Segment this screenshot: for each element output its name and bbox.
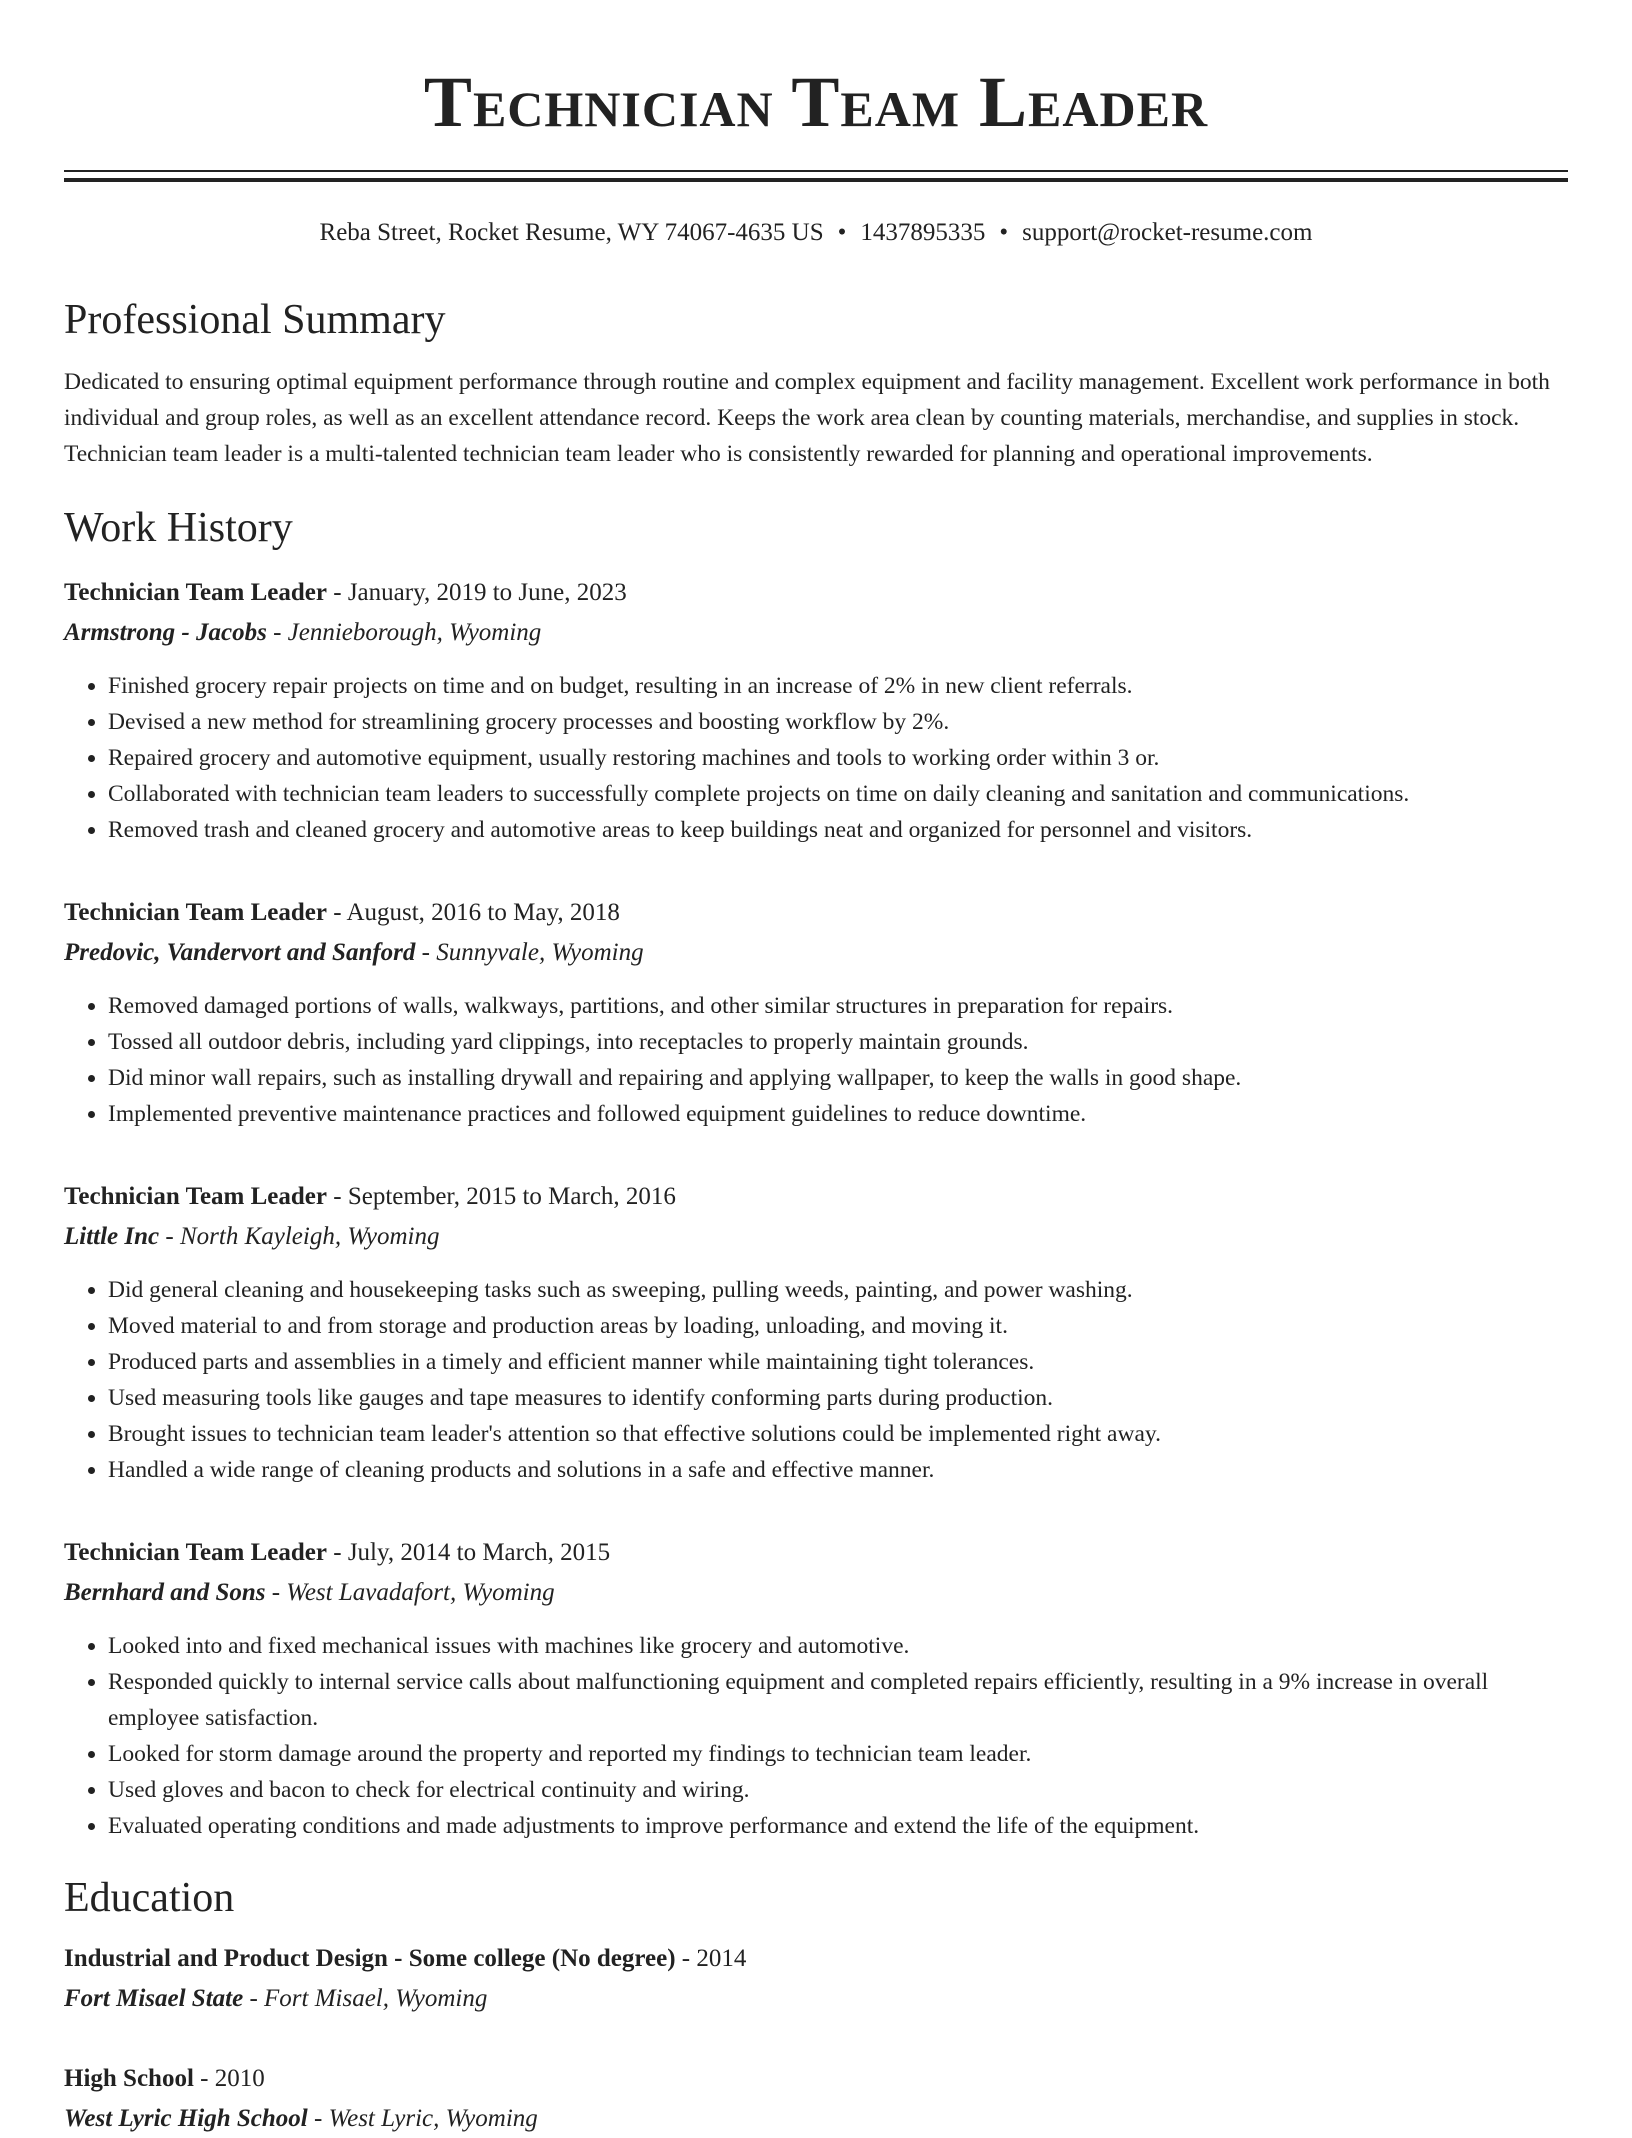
list-item: • Moved material to and from storage and production areas by loading, unloading, and moving it. — [108, 1308, 1568, 1344]
list-item: • Brought issues to technician team leader's attention so that effective solutions could be implemented right away. — [108, 1416, 1568, 1452]
job-title: Technician Team Leader — [64, 1183, 327, 1210]
education-school-line — [64, 2100, 1568, 2138]
education-degree: Industrial and Product Design - Some college (No degree) — [64, 1945, 676, 1972]
education-school: West Lyric High School — [64, 2105, 308, 2132]
contact-separator: • — [999, 219, 1009, 246]
list-item: • Used measuring tools like gauges and tape measures to identify conforming parts during production. — [108, 1380, 1568, 1416]
education-degree-line — [64, 1940, 1568, 1978]
contact-address: Reba Street, Rocket Resume, WY 74067-4635 US — [319, 219, 824, 246]
job-bullets — [64, 1628, 1568, 1844]
job-title: Technician Team Leader — [64, 579, 327, 606]
list-item: • Evaluated operating conditions and made adjustments to improve performance and extend the life of the equipment. — [108, 1808, 1568, 1844]
list-item: • Did general cleaning and housekeeping tasks such as sweeping, pulling weeds, painting, and power washing. — [108, 1272, 1568, 1308]
education-degree-line — [64, 2060, 1568, 2098]
list-item: • Removed trash and cleaned grocery and automotive areas to keep buildings neat and organized for personnel and visitors. — [108, 812, 1568, 848]
title-divider-thin — [64, 170, 1568, 172]
list-item: • Produced parts and assemblies in a timely and efficient manner while maintaining tight tolerances. — [108, 1344, 1568, 1380]
job-title: Technician Team Leader — [64, 1539, 327, 1566]
job-company-line — [64, 934, 1568, 972]
job-dates: - September, 2015 to March, 2016 — [327, 1183, 676, 1210]
job-bullets — [64, 668, 1568, 848]
job-location: - North Kayleigh, Wyoming — [159, 1223, 440, 1250]
contact-phone: 1437895335 — [860, 219, 986, 246]
resume-title: Technician Team Leader — [423, 62, 1209, 142]
job-location: - Jennieborough, Wyoming — [266, 619, 542, 646]
list-item: • Repaired grocery and automotive equipment, usually restoring machines and tools to working order within 3 or. — [108, 740, 1568, 776]
job-bullets — [64, 988, 1568, 1132]
job-dates: - July, 2014 to March, 2015 — [327, 1539, 611, 1566]
job-company: Armstrong - Jacobs — [64, 619, 267, 646]
summary-text: Dedicated to ensuring optimal equipment performance through routine and complex equipment and facility management. Excellent work performance in both individual and group roles, as well as an excellent attendance record. Keeps the work area clean by counting materials, merchandise, and supplies in stock. Technician team leader is a multi-talented technician team leader who is consistently rewarded for planning and operational improvements. — [64, 369, 1550, 467]
section-heading-work-history: Work History — [64, 505, 293, 551]
job-entry — [64, 574, 1568, 848]
section-heading-summary: Professional Summary — [64, 297, 446, 343]
job-title-line — [64, 574, 1568, 612]
education-location: - Fort Misael, Wyoming — [243, 1985, 488, 2012]
list-item: • Looked into and fixed mechanical issues with machines like grocery and automotive. — [108, 1628, 1568, 1664]
education-year: - 2014 — [675, 1945, 747, 1972]
job-company-line — [64, 1218, 1568, 1256]
job-location: - West Lavadafort, Wyoming — [265, 1579, 555, 1606]
job-company-line — [64, 1574, 1568, 1612]
list-item: • Looked for storm damage around the property and reported my findings to technician team leader. — [108, 1736, 1568, 1772]
list-item: • Used gloves and bacon to check for electrical continuity and wiring. — [108, 1772, 1568, 1808]
job-entry — [64, 1178, 1568, 1488]
job-company: Bernhard and Sons — [64, 1579, 266, 1606]
education-school-line — [64, 1980, 1568, 2018]
education-year: - 2010 — [193, 2065, 265, 2092]
job-location: - Sunnyvale, Wyoming — [415, 939, 644, 966]
list-item: • Implemented preventive maintenance practices and followed equipment guidelines to reduce downtime. — [108, 1096, 1568, 1132]
job-title-line — [64, 1178, 1568, 1216]
contact-info — [64, 218, 1568, 248]
job-dates: - January, 2019 to June, 2023 — [327, 579, 627, 606]
job-entry — [64, 1534, 1568, 1844]
list-item: • Responded quickly to internal service calls about malfunctioning equipment and completed repairs efficiently, resulting in a 9% increase in overall employee satisfaction. — [108, 1664, 1568, 1736]
job-company: Little Inc — [64, 1223, 160, 1250]
section-heading-education: Education — [64, 1875, 235, 1921]
job-title-line — [64, 1534, 1568, 1572]
title-divider-thick — [64, 178, 1568, 182]
job-company-line — [64, 614, 1568, 652]
list-item: • Finished grocery repair projects on time and on budget, resulting in an increase of 2% in new client referrals. — [108, 668, 1568, 704]
education-school: Fort Misael State — [64, 1985, 244, 2012]
job-entry — [64, 894, 1568, 1132]
job-title-line — [64, 894, 1568, 932]
education-degree: High School — [64, 2065, 194, 2092]
list-item: • Did minor wall repairs, such as installing drywall and repairing and applying wallpaper, to keep the walls in good shape. — [108, 1060, 1568, 1096]
education-location: - West Lyric, Wyoming — [307, 2105, 538, 2132]
contact-email: support@rocket-resume.com — [1022, 219, 1313, 246]
list-item: • Removed damaged portions of walls, walkways, partitions, and other similar structures in preparation for repairs. — [108, 988, 1568, 1024]
list-item: • Tossed all outdoor debris, including yard clippings, into receptacles to properly maintain grounds. — [108, 1024, 1568, 1060]
education-entry — [64, 2060, 1568, 2138]
job-company: Predovic, Vandervort and Sanford — [64, 939, 416, 966]
job-bullets — [64, 1272, 1568, 1488]
job-title: Technician Team Leader — [64, 899, 327, 926]
list-item: • Handled a wide range of cleaning products and solutions in a safe and effective manner. — [108, 1452, 1568, 1488]
contact-separator: • — [837, 219, 847, 246]
list-item: • Collaborated with technician team leaders to successfully complete projects on time on daily cleaning and sanitation and communications. — [108, 776, 1568, 812]
education-entry — [64, 1940, 1568, 2018]
list-item: • Devised a new method for streamlining grocery processes and boosting workflow by 2%. — [108, 704, 1568, 740]
job-dates: - August, 2016 to May, 2018 — [327, 899, 620, 926]
